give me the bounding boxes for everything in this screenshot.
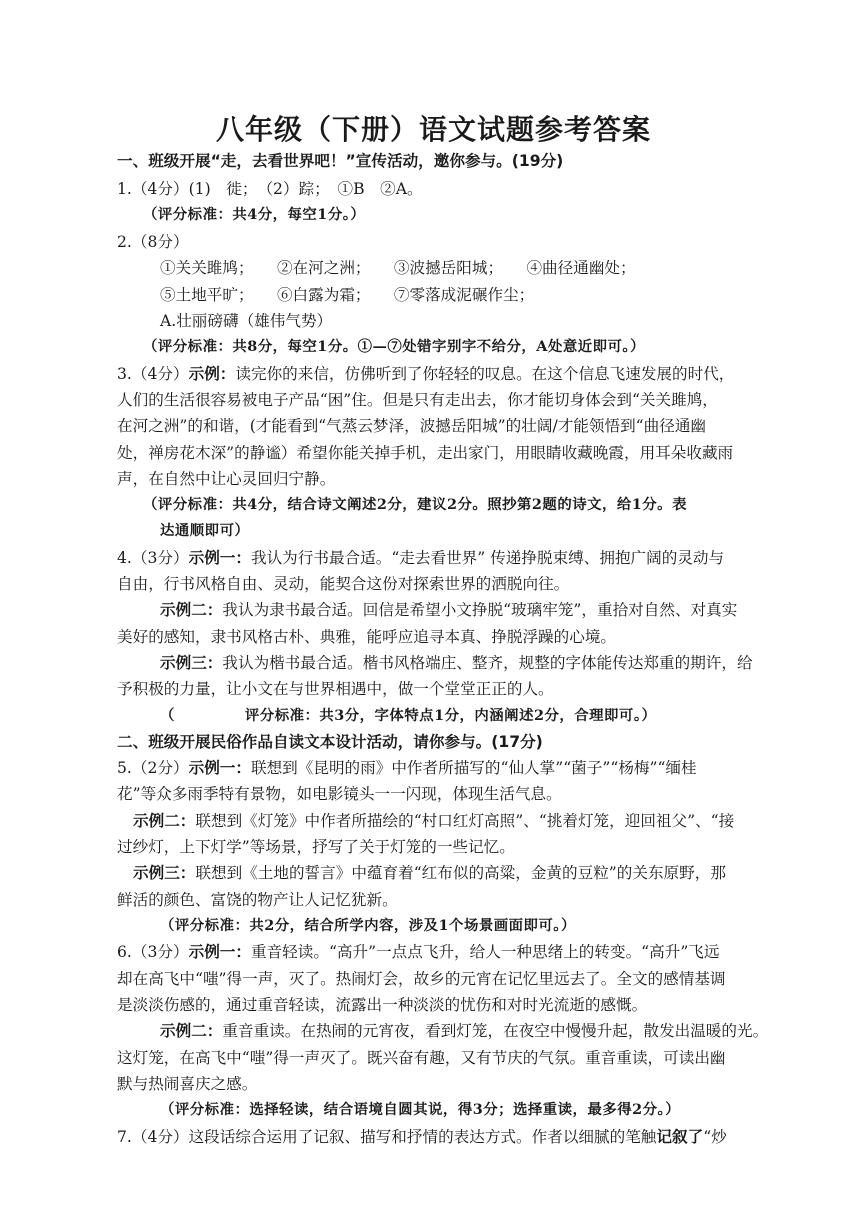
q3-scoring-note-2: 达通顺即可）	[160, 522, 250, 539]
q5-scoring-note: （评分标准：共2分，结合所学内容，涉及1个场景画面即可。）	[160, 917, 576, 934]
q3-line-3: 在河之洲”的和谐，(才能看到“气蒸云梦泽，波撼岳阳城”的壮阔/才能领悟到“曲径通幽	[117, 417, 707, 435]
q6-line-5: 这灯笼，在高飞中“嗤”得一声灭了。既兴奋有趣，又有节庆的气氛。重音重读，可读出幽	[117, 1049, 726, 1067]
section-1-heading: 一、班级开展“走，去看世界吧！”宣传活动，邀你参与。(19分)	[117, 152, 564, 170]
q6-line-3: 是淡淡伤感的，通过重音轻读，流露出一种淡淡的忧伤和对时光流逝的感慨。	[117, 996, 648, 1014]
example-label: 示例一：	[188, 758, 251, 777]
q4-line-4: 美好的感知，隶书风格古朴、典雅，能呼应追寻本真、挣脱浮躁的心境。	[117, 628, 617, 646]
q4-line-5: 示例三：我认为楷书最合适。楷书风格端庄、整齐，规整的字体能传达郑重的期许，给	[160, 653, 753, 672]
example-label: 示例二：	[160, 1021, 223, 1040]
q2-heading: 2.（8分）	[117, 233, 189, 251]
example-label: 示例三：	[133, 863, 196, 882]
q3-line-5: 声，在自然中让心灵回归宁静。	[117, 470, 336, 488]
q5-line-4: 过纱灯，上下灯学”等场景，抒写了关于灯笼的一些记忆。	[117, 838, 515, 856]
example-label: 示例：	[188, 364, 236, 383]
q5-line-2: 花”等众多雨季特有景物，如电影镜头一一闪现，体现生活气息。	[117, 785, 562, 803]
q4-line-3: 示例二：我认为隶书最合适。回信是希望小文挣脱“玻璃牢笼”，重拾对自然、对真实	[160, 600, 738, 619]
q5-line-1: 5.（2分）示例一：联想到《昆明的雨》中作者所描写的“仙人掌”“菌子”“杨梅”“缅桂	[117, 758, 697, 777]
q1-scoring-note: （评分标准：共4分，每空1分。）	[143, 206, 366, 223]
q3-line-4: 处，禅房花木深”的静谧）希望你能关掉手机，走出家门，用眼睛收藏晚霞，用耳朵收藏雨	[117, 444, 734, 462]
q3-scoring-note-1: （评分标准：共4分，结合诗文阐述2分，建议2分。照抄第2题的诗文，给1分。表	[143, 496, 687, 513]
q2-answers-row1: ①关关雎鸠； ②在河之洲； ③波撼岳阳城； ④曲径通幽处；	[160, 259, 636, 277]
q6-line-2: 却在高飞中“嗤”得一声，灭了。热闹灯会，故乡的元宵在记忆里远去了。全文的感情基调	[117, 970, 726, 988]
q2-answer-a: A.壮丽磅礴（雄伟气势）	[160, 312, 333, 330]
q4-line-6: 予积极的力量，让小文在与世界相遇中，做一个堂堂正正的人。	[117, 680, 554, 698]
page-title: 八年级（下册）语文试题参考答案	[215, 113, 651, 146]
section-2-heading: 二、班级开展民俗作品自读文本设计活动，请你参与。(17分)	[117, 733, 543, 751]
q3-line-1: 3.（4分）示例：读完你的来信，仿佛听到了你轻轻的叹息。在这个信息飞速发展的时代，	[117, 364, 735, 383]
q4-scoring-note: （ 评分标准：共3分，字体特点1分，内涵阐述2分，合理即可。）	[160, 707, 657, 724]
q3-line-2: 人们的生活很容易被电子产品“困”住。但是只有走出去，你才能切身体会到“关关雎鸠，	[117, 391, 718, 409]
q5-line-3: 示例二：联想到《灯笼》中作者所描绘的“村口红灯高照”、“挑着灯笼，迎回祖父”、“接	[133, 811, 735, 830]
q1-answer: 1.（4分）(1) 徙； （2）踪； ①B ②A。	[117, 180, 423, 198]
q5-line-6: 鲜活的颜色、富饶的物产让人记忆犹新。	[117, 891, 398, 909]
q6-line-4: 示例二：重音重读。在热闹的元宵夜，看到灯笼，在夜空中慢慢升起，散发出温暖的光。	[160, 1021, 769, 1040]
q6-line-6: 默与热闹喜庆之感。	[117, 1075, 258, 1093]
q6-line-1: 6.（3分）示例一：重音轻读。“高升”一点点飞升，给人一种思绪上的转变。“高升”飞远	[117, 942, 720, 961]
q4-line-1: 4.（3分）示例一：我认为行书最合适。“走去看世界” 传递挣脱束缚、拥抱广阔的灵动与	[117, 548, 725, 567]
example-label: 示例二：	[160, 600, 223, 619]
example-label: 示例一：	[188, 942, 251, 961]
q2-answers-row2: ⑤土地平旷； ⑥白露为霜； ⑦零落成泥碾作尘；	[160, 286, 535, 304]
example-label: 示例一：	[188, 548, 251, 567]
example-label: 示例三：	[160, 653, 223, 672]
q4-line-2: 自由，行书风格自由、灵动，能契合这份对探索世界的洒脱向往。	[117, 575, 570, 593]
example-label: 示例二：	[133, 811, 196, 830]
q5-line-5: 示例三：联想到《土地的誓言》中蕴育着“红布似的高粱，金黄的豆粒”的关东原野，那	[133, 863, 726, 882]
q2-scoring-note: （评分标准：共8分，每空1分。①—⑦处错字别字不给分，A处意近即可。）	[143, 338, 645, 355]
q6-scoring-note: （评分标准：选择轻读，结合语境自圆其说，得3分；选择重读，最多得2分。）	[160, 1101, 681, 1118]
q7-line-1: 7.（4分）这段话综合运用了记叙、描写和抒情的表达方式。作者以细腻的笔触记叙了“炒	[117, 1127, 727, 1146]
